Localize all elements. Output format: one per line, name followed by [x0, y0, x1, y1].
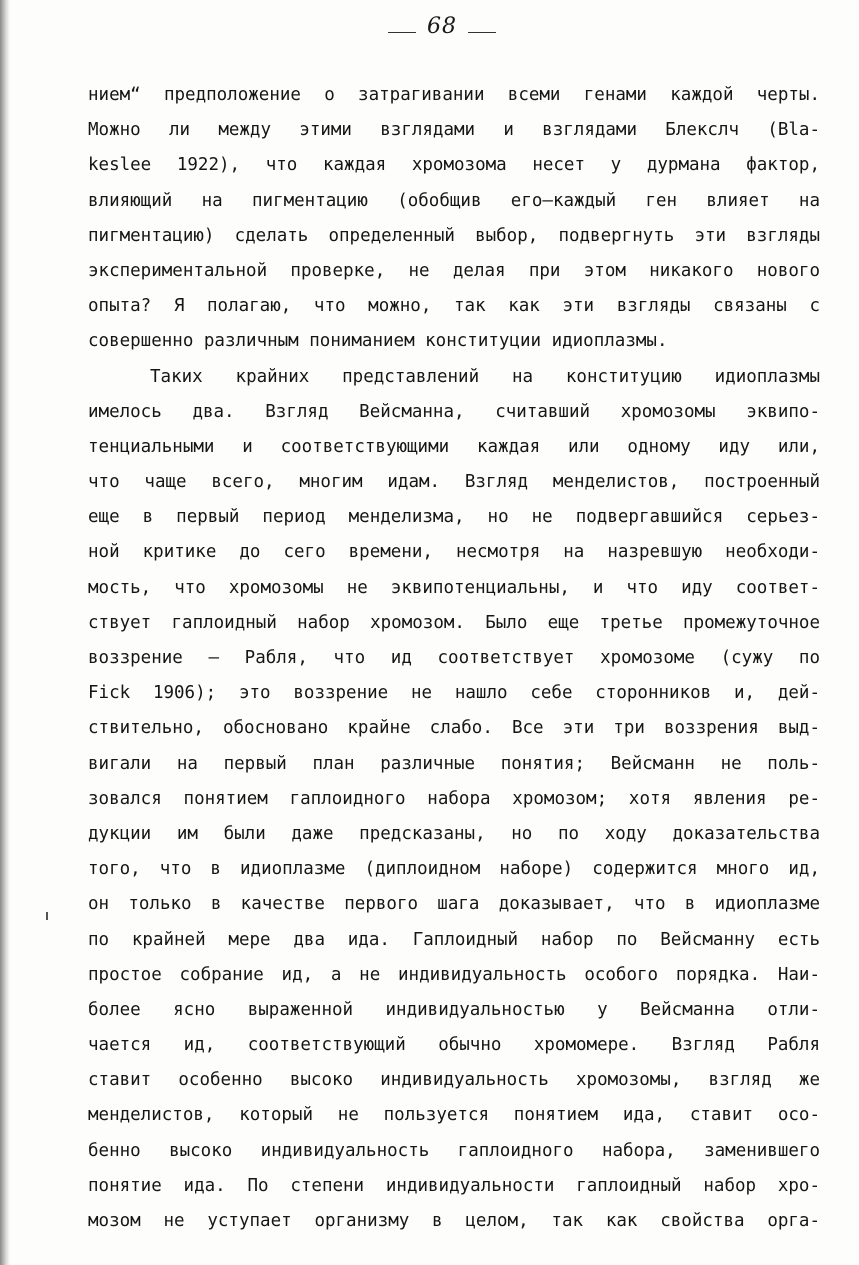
header-dash-right [468, 32, 496, 33]
text-line: нием“ предположение о затрагивании всеми генами каждой черты. [88, 85, 820, 105]
text-line: ной критике до сего времени, несмотря на назревшую необходи- [88, 542, 820, 563]
text-line: ствует гаплоидный набор хромозом. Было еще третье промежуточное [88, 612, 820, 633]
text-line: keslee 1922), что каждая хромозома несет у дурмана фактор, [88, 155, 820, 176]
text-line: Можно ли между этими взглядами и взглядами Блекслч (Bla- [88, 120, 820, 141]
text-line: того, что в идиоплазме (диплоидном наборе) содержится много ид, [88, 859, 820, 880]
text-line: простое собрание ид, а не индивидуальность особого порядка. Наи- [88, 964, 820, 985]
text-line: пигментацию) сделать определенный выбор, подвергнуть эти взгляды [88, 225, 820, 246]
text-line: дукции им были даже предсказаны, но по ходу доказательства [88, 823, 820, 844]
text-line: ствительно, обосновано крайне слабо. Все эти три воззрения выд- [88, 718, 820, 739]
header-dash-left [388, 32, 416, 33]
body-text [88, 78, 820, 1239]
text-line: экспериментальной проверке, не делая при этом никакого нового [88, 260, 820, 281]
text-line: воззрение — Рабля, что ид соответствует хромозоме (сужу по [88, 648, 820, 668]
text-line: вигали на первый план различные понятия; Вейсманн не поль- [88, 753, 820, 774]
text-line: тенциальными и соответствующими каждая или одному иду или, [88, 436, 820, 457]
page-header [0, 14, 859, 48]
page-number: 68 [427, 14, 457, 39]
text-line: совершенно различным пониманием конституции идиоплазмы. [88, 331, 668, 352]
text-line: бенно высоко индивидуальность гаплоидного набора, заменившего [88, 1140, 820, 1161]
text-line: Таких крайних представлений на конституцию идиоплазмы [150, 366, 820, 387]
text-line: зовался понятием гаплоидного набора хромозом; хотя явления ре- [88, 788, 820, 809]
text-line: еще в первый период менделизма, но не подвергавшийся серьез- [88, 507, 820, 528]
text-line: влияющий на пигментацию (обобщив его—каждый ген влияет на [88, 190, 820, 211]
text-line: что чаще всего, многим идам. Взгляд менделистов, построенный [88, 472, 820, 493]
text-line: мость, что хромозомы не эквипотенциальны, и что иду соответ- [88, 577, 820, 598]
text-line: ставит особенно высоко индивидуальность хромозомы, взгляд же [88, 1070, 820, 1091]
text-line: понятие ида. По степени индивидуальности гаплоидный набор хро- [88, 1175, 820, 1196]
text-line: менделистов, который не пользуется понятием ида, ставит осо- [88, 1105, 820, 1126]
text-line: более ясно выраженной индивидуальностью у Вейсманна отли- [88, 999, 820, 1020]
page-edge-shadow [0, 0, 10, 1265]
text-line: мозом не уступает организму в целом, так как свойства орга- [88, 1211, 820, 1231]
text-line: он только в качестве первого шага доказывает, что в идиоплазме [88, 894, 820, 915]
margin-speck [46, 912, 48, 920]
text-line: по крайней мере два ида. Гаплоидный набор по Вейсманну есть [88, 929, 820, 950]
text-line: опыта? Я полагаю, что можно, так как эти взгляды связаны с [88, 296, 820, 317]
text-line: имелось два. Взгляд Вейсманна, считавший хромозомы эквипо- [88, 401, 820, 422]
text-line: Fick 1906); это воззрение не нашло себе сторонников и, дей- [88, 683, 820, 704]
text-line: чается ид, соответствующий обычно хромомере. Взгляд Рабля [88, 1035, 820, 1056]
